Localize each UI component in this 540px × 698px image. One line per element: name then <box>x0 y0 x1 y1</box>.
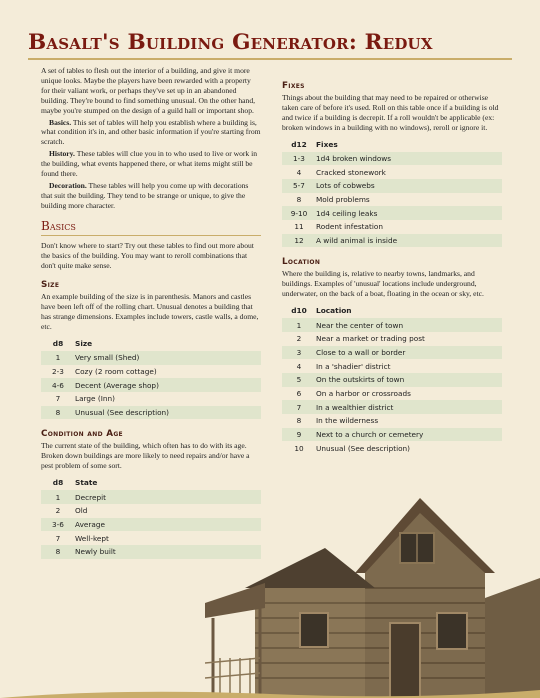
result-cell: On the outskirts of town <box>316 373 502 387</box>
result-cell: Newly built <box>75 545 261 559</box>
roll-cell: 9-10 <box>282 206 316 220</box>
result-cell: Rodent infestation <box>316 222 383 232</box>
size-table <box>41 337 261 419</box>
result-cell: Large (Inn) <box>75 394 115 404</box>
table-row <box>282 318 502 332</box>
table-row <box>282 414 502 428</box>
result-cell: In the wilderness <box>316 416 379 426</box>
condition-table-header-result: State <box>75 478 98 488</box>
roll-cell: 4-6 <box>41 378 75 392</box>
result-cell: Well-kept <box>75 533 109 543</box>
location-table-header-result: Location <box>316 306 352 316</box>
table-row <box>282 193 502 207</box>
table-row <box>282 428 502 442</box>
basics-intro-paragraph: Basics. This set of tables will help you establish where a building is, what condition it's in, and other basic information if you're starting from scratch. <box>41 117 261 147</box>
table-row <box>282 152 502 166</box>
intro-paragraph: A set of tables to flesh out the interior of a building, and give it more unique looks. Maybe the players have been rewarded with a property for their valiant work, or perhaps they've set up in an abandoned building. They're bound to find something unusual. On the other hand, maybe you're stumped on the design of a guild hall or important shop. <box>41 66 256 115</box>
size-table-body <box>41 351 261 419</box>
roll-cell: 1 <box>282 318 316 332</box>
result-cell: On a harbor or crossroads <box>316 388 411 398</box>
title-divider <box>28 58 512 60</box>
table-row <box>282 220 502 234</box>
result-cell: In a 'shadier' district <box>316 361 391 371</box>
condition-table-header-roll: d8 <box>52 478 64 488</box>
history-intro-paragraph: History. These tables will clue you in to who used to live or work in the building, what events happened there, or what items might still be found there. <box>41 149 258 179</box>
location-table <box>282 304 502 455</box>
roll-cell: 11 <box>294 222 304 232</box>
table-row <box>282 234 502 248</box>
roll-cell: 2 <box>55 506 61 516</box>
result-cell: Old <box>75 506 88 516</box>
result-cell: Unusual (See description) <box>316 443 411 453</box>
result-cell: Mold problems <box>316 195 370 205</box>
result-cell: 1d4 ceiling leaks <box>316 206 502 220</box>
table-row <box>282 373 502 387</box>
roll-cell: 7 <box>282 400 316 414</box>
door-shape <box>390 623 420 698</box>
result-cell: Near a market or trading post <box>316 334 425 344</box>
building-illustration <box>205 478 540 698</box>
basics-text: Don't know where to start? Try out these tables to find out more about the basics of the building. You may want to reroll combinations that don't quite make sense. <box>41 240 254 270</box>
table-row <box>41 378 261 392</box>
result-cell: Cracked stonework <box>316 167 386 177</box>
result-cell: Unusual (See description) <box>75 406 261 420</box>
result-cell: A wild animal is inside <box>316 234 502 248</box>
side-window-shape <box>437 613 467 649</box>
roll-cell: 5-7 <box>282 179 316 193</box>
roll-cell: 8 <box>41 545 75 559</box>
size-table-header-roll: d8 <box>52 339 64 349</box>
result-cell: Lots of cobwebs <box>316 179 502 193</box>
decoration-label: Decoration. <box>49 180 87 190</box>
result-cell: Next to a church or cemetery <box>316 428 502 442</box>
roll-cell: 8 <box>41 406 75 420</box>
table-row <box>41 392 261 406</box>
table-row <box>282 332 502 346</box>
roll-cell: 6 <box>296 388 302 398</box>
table-row <box>41 365 261 379</box>
table-row <box>282 179 502 193</box>
roll-cell: 8 <box>296 195 302 205</box>
result-cell: 1d4 broken windows <box>316 152 502 166</box>
roll-cell: 3 <box>282 346 316 360</box>
size-text: An example building of the size is in parenthesis. Manors and castles have been left off of the rolling chart. Unusual denotes a building that has strange dimensions. Examples include towers, castle walls, a dome, etc. <box>41 292 259 332</box>
result-cell: In a wealthier district <box>316 400 502 414</box>
annex-wall-shape <box>485 578 540 698</box>
roll-cell: 5 <box>282 373 316 387</box>
table-row <box>282 359 502 373</box>
right-column <box>282 66 502 459</box>
result-cell: Cozy (2 room cottage) <box>75 367 157 377</box>
condition-text: The current state of the building, which often has to do with its age. Broken down buildings are more likely to need repairs and/or have a pest problem of some sort. <box>41 441 250 471</box>
roll-cell: 9 <box>282 428 316 442</box>
fixes-text: Things about the building that may need to be repaired or otherwise taken care of before it's used. Roll on this table once if a building is old and twice if a building is decrepit. If a roll wouldn't be applicable (ex: broken windows in a building with no windows), reroll or ignore it. <box>282 93 499 132</box>
table-row <box>282 387 502 401</box>
result-cell: Close to a wall or border <box>316 346 502 360</box>
result-cell: Near the center of town <box>316 318 502 332</box>
roll-cell: 2 <box>296 334 302 344</box>
table-row <box>282 165 502 179</box>
roll-cell: 3-6 <box>41 518 75 532</box>
roll-cell: 4 <box>296 167 302 177</box>
fixes-table-body <box>282 152 502 248</box>
roll-cell: 1-3 <box>282 152 316 166</box>
roll-cell: 2-3 <box>52 367 64 377</box>
lower-roof-shape <box>245 548 375 588</box>
result-cell: Average <box>75 518 261 532</box>
location-table-header-roll: d10 <box>291 306 307 316</box>
fixes-heading: Fixes <box>282 81 305 91</box>
fixes-table-header-result: Fixes <box>316 139 338 149</box>
table-row <box>282 400 502 414</box>
result-cell: Decrepit <box>75 490 261 504</box>
roll-cell: 4 <box>296 361 302 371</box>
location-heading: Location <box>282 257 321 268</box>
result-cell: Very small (Shed) <box>75 351 261 365</box>
table-row <box>41 406 261 420</box>
fixes-table <box>282 138 502 248</box>
footer-ornament <box>0 688 540 698</box>
roll-cell: 10 <box>294 443 304 453</box>
table-row <box>282 441 502 455</box>
fixes-table-header-roll: d12 <box>291 139 307 149</box>
condition-heading: Condition and Age <box>41 429 123 440</box>
table-row <box>282 206 502 220</box>
roll-cell: 1 <box>41 351 75 365</box>
front-window-shape <box>300 613 328 647</box>
roll-cell: 1 <box>41 490 75 504</box>
roll-cell: 7 <box>55 533 61 543</box>
table-row <box>41 351 261 365</box>
table-row <box>282 346 502 360</box>
roll-cell: 8 <box>296 416 302 426</box>
location-table-body <box>282 318 502 455</box>
basics-label: Basics. <box>49 117 72 127</box>
basics-heading: Basics <box>41 218 76 233</box>
location-text: Where the building is, relative to nearby towns, landmarks, and buildings. Examples of 'unusual' locations include underground, underwater, on the back of a boat, floating in the ocean or sky, etc. <box>282 269 484 299</box>
history-label: History. <box>49 149 75 159</box>
roll-cell: 7 <box>55 394 61 404</box>
result-cell: Decent (Average shop) <box>75 378 261 392</box>
roll-cell: 12 <box>282 234 316 248</box>
basics-heading-rule <box>41 235 261 236</box>
decoration-intro-paragraph: Decoration. These tables will help you come up with decorations that suit the building. They tend to be strange or unique, to give the building more character. <box>41 180 249 210</box>
page-title: Basalt's Building Generator: Redux <box>28 30 433 55</box>
size-table-header-result: Size <box>75 339 93 349</box>
size-heading: Size <box>41 280 60 291</box>
